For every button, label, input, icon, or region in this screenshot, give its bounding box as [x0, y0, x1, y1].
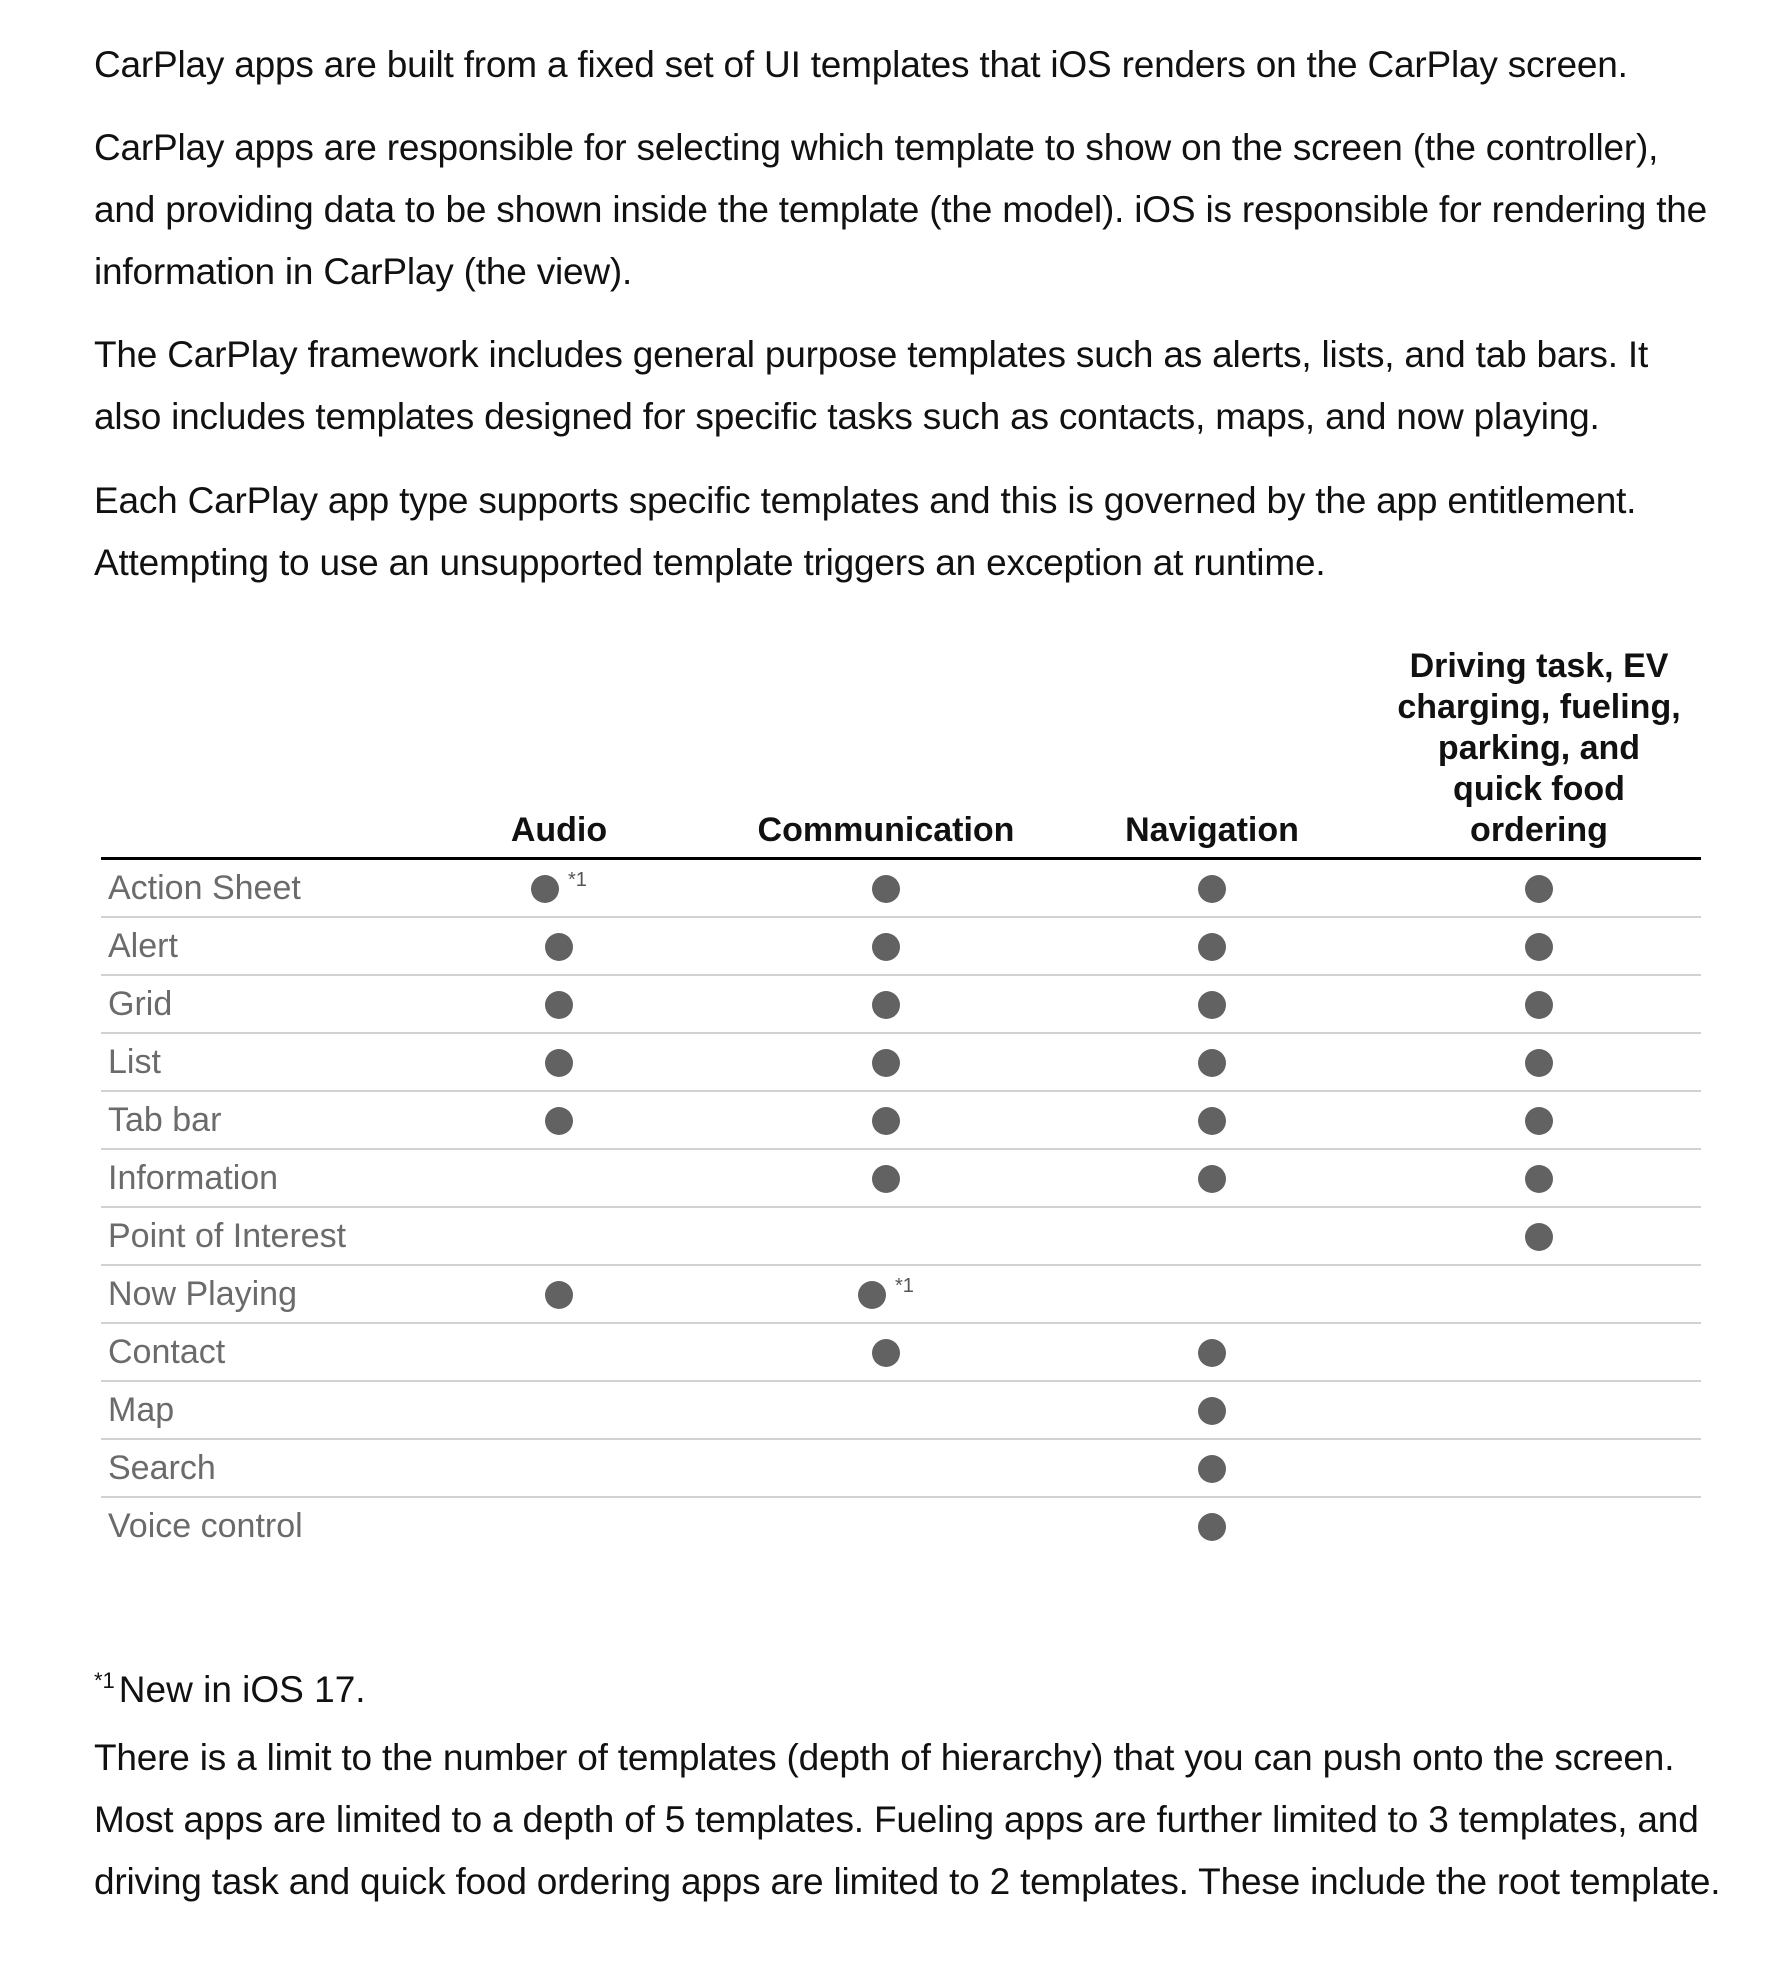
column-header-audio: Audio [510, 811, 608, 849]
supported-dot-icon [1198, 1397, 1226, 1425]
supported-dot-icon [545, 1049, 573, 1077]
supported-dot-icon [545, 1107, 573, 1135]
table-row [101, 1034, 1701, 1092]
supported-dot-icon [1525, 875, 1553, 903]
footnote [94, 1650, 366, 1721]
column-header-communication: Communication [757, 811, 1015, 849]
supported-dot-icon [872, 1165, 900, 1193]
table-header [101, 647, 1701, 860]
supported-dot-icon [1198, 1513, 1226, 1541]
supported-dot-icon [531, 875, 559, 903]
supported-dot-icon [872, 991, 900, 1019]
row-label: Map [108, 1391, 175, 1429]
intro-paragraph-1: CarPlay apps are built from a fixed set of UI templates that iOS renders on the CarPlay screen. [94, 44, 1628, 85]
table-row [101, 918, 1701, 976]
supported-dot-icon [1525, 933, 1553, 961]
table-row [101, 1324, 1701, 1382]
column-header-navigation: Navigation [1125, 811, 1299, 849]
supported-dot-icon [872, 1339, 900, 1367]
supported-dot-icon [1525, 1223, 1553, 1251]
supported-dot-icon [545, 991, 573, 1019]
intro-paragraph-4: Each CarPlay app type supports specific templates and this is governed by the app entitlement. Attempting to use an unsupported template triggers an exception at runtime. [94, 480, 1637, 583]
row-label: Contact [108, 1333, 226, 1371]
table-row [101, 1440, 1701, 1498]
table-body [101, 860, 1701, 1554]
supported-dot-icon [1198, 1049, 1226, 1077]
table-row [101, 1150, 1701, 1208]
intro-paragraph-2: CarPlay apps are responsible for selecting which template to show on the screen (the controller), and providing data to be shown inside the template (the model). iOS is responsible for rendering the information in CarPlay (the view). [94, 127, 1708, 292]
table-row [101, 1498, 1701, 1554]
table-row [101, 976, 1701, 1034]
column-header-driving-task: Driving task, EV charging, fueling, parking, and quick food ordering [1397, 647, 1681, 849]
supported-dot-icon [872, 1107, 900, 1135]
footnote-text: New in iOS 17. [118, 1669, 366, 1710]
row-label: Alert [108, 927, 178, 965]
row-label: Point of Interest [108, 1217, 347, 1255]
row-label: Search [108, 1449, 216, 1487]
supported-dot-icon [872, 933, 900, 961]
row-label: Grid [108, 985, 173, 1023]
table-row [101, 860, 1701, 918]
supported-dot-icon [1198, 933, 1226, 961]
table-row [101, 1208, 1701, 1266]
depth-limit-paragraph: There is a limit to the number of templates (depth of hierarchy) that you can push onto the screen. Most apps are limited to a depth of 5 templates. Fueling apps are further limited to 3 templates, and driving task and quick food ordering apps are limited to 2 templates. These include the root template. [94, 1737, 1721, 1902]
row-label: Tab bar [108, 1101, 222, 1139]
supported-dot-icon [858, 1281, 886, 1309]
supported-dot-icon [1525, 1049, 1553, 1077]
row-label: Voice control [108, 1507, 303, 1545]
row-label: List [108, 1043, 161, 1081]
supported-dot-icon [1198, 1107, 1226, 1135]
supported-dot-icon [1525, 991, 1553, 1019]
intro-paragraph-3: The CarPlay framework includes general purpose templates such as alerts, lists, and tab bars. It also includes templates designed for specific tasks such as contacts, maps, and now playing. [94, 334, 1649, 437]
table-row [101, 1092, 1701, 1150]
supported-dot-icon [1198, 1165, 1226, 1193]
supported-dot-icon [545, 933, 573, 961]
footnote-ref: *1 [895, 1275, 914, 1297]
row-label: Action Sheet [108, 869, 301, 907]
table-row [101, 1382, 1701, 1440]
supported-dot-icon [1525, 1165, 1553, 1193]
supported-dot-icon [1198, 1339, 1226, 1367]
table-row [101, 1266, 1701, 1324]
supported-dot-icon [1198, 875, 1226, 903]
template-support-table [101, 647, 1701, 1554]
supported-dot-icon [1525, 1107, 1553, 1135]
supported-dot-icon [1198, 991, 1226, 1019]
footnote-mark: *1 [94, 1668, 115, 1693]
supported-dot-icon [1198, 1455, 1226, 1483]
supported-dot-icon [872, 1049, 900, 1077]
row-label: Information [108, 1159, 279, 1197]
supported-dot-icon [545, 1281, 573, 1309]
supported-dot-icon [872, 875, 900, 903]
footnote-ref: *1 [568, 869, 587, 891]
row-label: Now Playing [108, 1275, 297, 1313]
